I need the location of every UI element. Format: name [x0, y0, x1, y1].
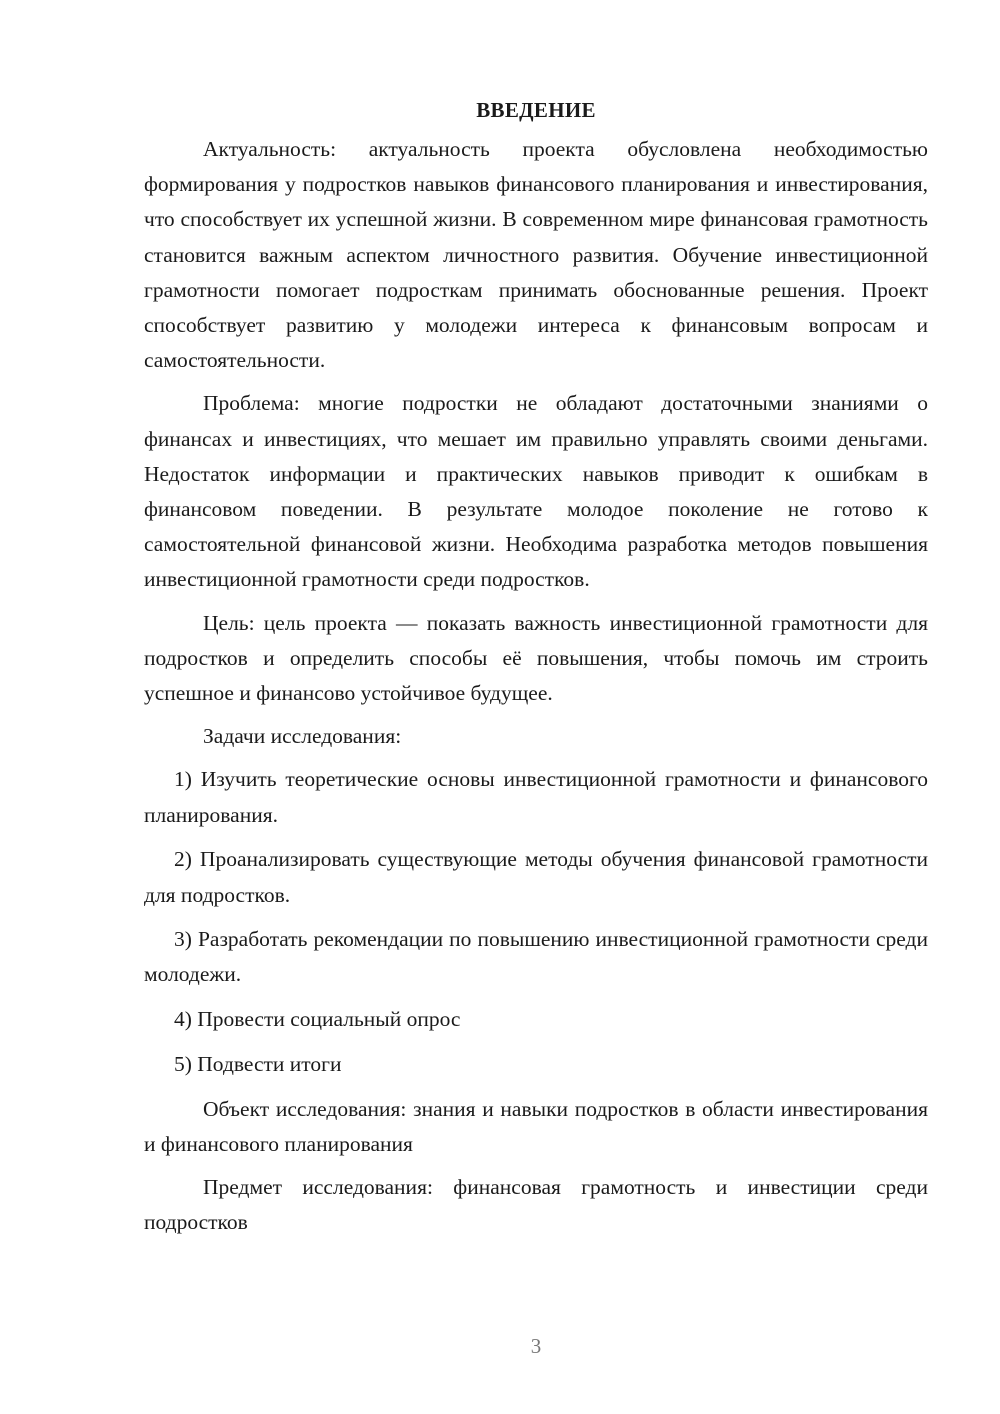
problem-paragraph: Проблема: многие подростки не обладают достаточными знаниями о финансах и инвестициях, что мешает им правильно управлять своими деньгами. Недостаток информации и практических навыков приводит к ошибкам в финансовом поведении. В результате молодое поколение не готово к самостоятельной финансовой жизни. Необходима разработка методов повышения инвестиционной грамотности среди подростков.: [144, 391, 928, 592]
relevance-paragraph: Актуальность: актуальность проекта обусловлена необходимостью формирования у подростков навыков финансового планирования и инвестирования, что способствует их успешной жизни. В современном мире финансовая грамотность становится важным аспектом личностного развития. Обучение инвестиционной грамотности помогает подросткам принимать обоснованные решения. Проект способствует развитию у молодежи интереса к финансовым вопросам и самостоятельности.: [144, 137, 928, 373]
list-item: 2) Проанализировать существующие методы обучения финансовой грамотности для подростков.: [144, 847, 928, 907]
goal-paragraph: Цель: цель проекта — показать важность инвестиционной грамотности для подростков и определить способы её повышения, чтобы помочь им строить успешное и финансово устойчивое будущее.: [144, 610, 928, 706]
subject-paragraph: Предмет исследования: финансовая грамотность и инвестиции среди подростков: [144, 1174, 928, 1235]
list-item: 3) Разработать рекомендации по повышению инвестиционной грамотности среди молодежи.: [144, 927, 928, 987]
tasks-list: [144, 762, 928, 1082]
section-title: ВВЕДЕНИЕ: [476, 98, 596, 122]
tasks-title: Задачи исследования:: [203, 724, 402, 749]
list-item: 4) Провести социальный опрос: [174, 1007, 461, 1032]
page-number: 3: [530, 1334, 542, 1358]
page-content: [144, 92, 928, 1248]
object-paragraph: Объект исследования: знания и навыки подростков в области инвестирования и финансового планирования: [144, 1096, 928, 1156]
list-item: 5) Подвести итоги: [174, 1051, 342, 1076]
list-item: 1) Изучить теоретические основы инвестиционной грамотности и финансового планирования.: [144, 767, 928, 827]
